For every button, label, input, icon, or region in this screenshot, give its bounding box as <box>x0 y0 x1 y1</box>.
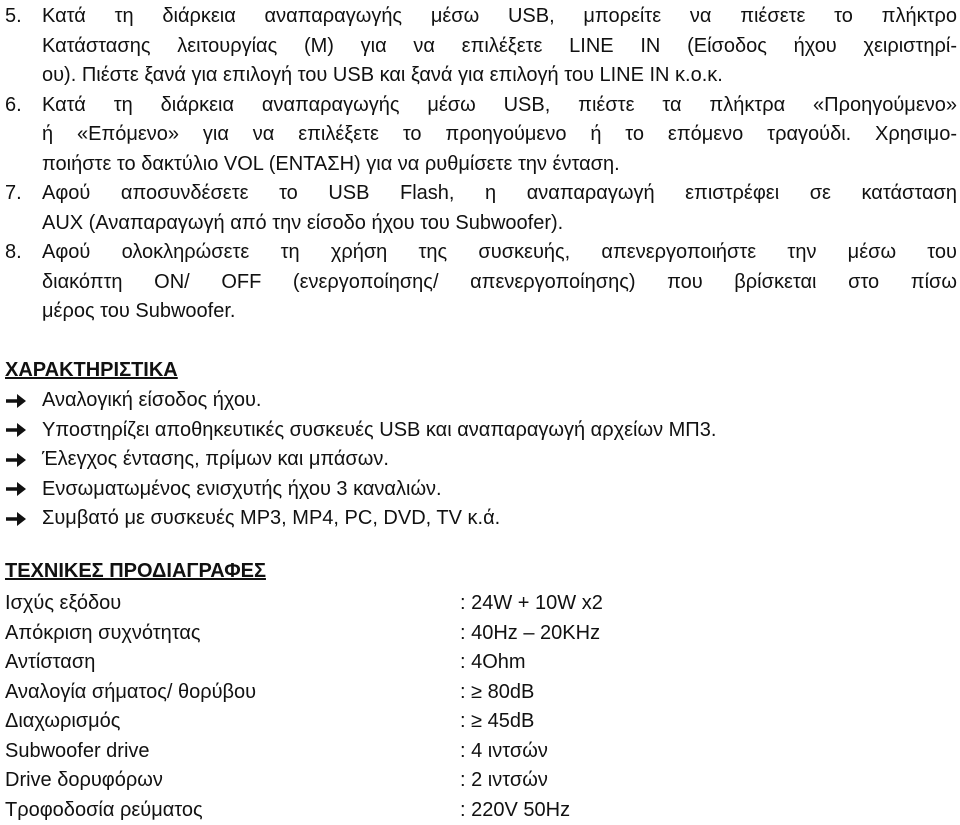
list-item <box>5 386 716 416</box>
spec-value: : 24W + 10W x2 <box>460 589 603 619</box>
spec-value: : 220V 50Hz <box>460 796 570 825</box>
features-heading: ΧΑΡΑΚΤΗΡΙΣΤΙΚΑ <box>5 356 178 384</box>
spec-label: Αναλογία σήματος/ θορύβου <box>5 678 460 708</box>
feature-text: Συμβατό με συσκευές MP3, MP4, PC, DVD, TV κ.ά. <box>42 504 500 534</box>
step-number: 5. <box>5 2 42 91</box>
table-row <box>5 589 603 619</box>
right-arrow-icon <box>5 393 42 409</box>
list-item <box>5 475 716 505</box>
step-text <box>42 238 957 327</box>
step-8 <box>5 238 957 327</box>
feature-text: Υποστηρίζει αποθηκευτικές συσκευές USB και αναπαραγωγή αρχείων ΜΠ3. <box>42 416 716 446</box>
spec-value: : 4 ιντσών <box>460 737 548 767</box>
step-line: ου). Πιέστε ξανά για επιλογή του USB και ξανά για επιλογή του LINE IN κ.ο.κ. <box>42 61 957 91</box>
step-5 <box>5 2 957 91</box>
feature-text: Έλεγχος έντασης, πρίμων και μπάσων. <box>42 445 389 475</box>
list-item <box>5 445 716 475</box>
right-arrow-icon <box>5 422 42 438</box>
step-line: Αφού αποσυνδέσετε το USB Flash, η αναπαραγωγή επιστρέφει σε κατάσταση <box>42 179 957 209</box>
instruction-steps <box>5 2 957 327</box>
list-item <box>5 416 716 446</box>
step-line: ποιήστε το δακτύλιο VOL (ΕΝΤΑΣΗ) για να ρυθμίσετε την ένταση. <box>42 150 957 180</box>
step-line: AUX (Αναπαραγωγή από την είσοδο ήχου του Subwoofer). <box>42 209 957 239</box>
step-number: 7. <box>5 179 42 238</box>
step-number: 6. <box>5 91 42 180</box>
features-list <box>5 386 716 534</box>
step-7 <box>5 179 957 238</box>
spec-value: : 2 ιντσών <box>460 766 548 796</box>
feature-text: Αναλογική είσοδος ήχου. <box>42 386 261 416</box>
step-line: Κατάστασης λειτουργίας (M) για να επιλέξετε LINE IN (Είσοδος ήχου χειριστηρί- <box>42 32 957 62</box>
spec-label: Ισχύς εξόδου <box>5 589 460 619</box>
spec-label: Subwoofer drive <box>5 737 460 767</box>
spec-value: : 4Ohm <box>460 648 526 678</box>
table-row <box>5 737 603 767</box>
spec-value: : ≥ 45dB <box>460 707 534 737</box>
right-arrow-icon <box>5 452 42 468</box>
right-arrow-icon <box>5 481 42 497</box>
step-number: 8. <box>5 238 42 327</box>
spec-label: Απόκριση συχνότητας <box>5 619 460 649</box>
table-row <box>5 796 603 825</box>
list-item <box>5 504 716 534</box>
step-line: ή «Επόμενο» για να επιλέξετε το προηγούμενο ή το επόμενο τραγούδι. Χρησιμο- <box>42 120 957 150</box>
spec-label: Τροφοδοσία ρεύματος <box>5 796 460 825</box>
specifications-table <box>5 589 603 825</box>
spec-label: Αντίσταση <box>5 648 460 678</box>
table-row <box>5 648 603 678</box>
spec-label: Drive δορυφόρων <box>5 766 460 796</box>
step-text <box>42 2 957 91</box>
spec-value: : ≥ 80dB <box>460 678 534 708</box>
step-line: διακόπτη ON/ OFF (ενεργοποίησης/ απενεργοποίησης) που βρίσκεται στο πίσω <box>42 268 957 298</box>
spec-value: : 40Hz – 20KHz <box>460 619 600 649</box>
table-row <box>5 766 603 796</box>
right-arrow-icon <box>5 511 42 527</box>
step-text <box>42 91 957 180</box>
table-row <box>5 619 603 649</box>
feature-text: Ενσωματωμένος ενισχυτής ήχου 3 καναλιών. <box>42 475 442 505</box>
table-row <box>5 678 603 708</box>
step-line: Κατά τη διάρκεια αναπαραγωγής μέσω USB, μπορείτε να πιέσετε το πλήκτρο <box>42 2 957 32</box>
step-line: Κατά τη διάρκεια αναπαραγωγής μέσω USB, πιέστε τα πλήκτρα «Προηγούμενο» <box>42 91 957 121</box>
step-line: Αφού ολοκληρώσετε τη χρήση της συσκευής, απενεργοποιήστε την μέσω του <box>42 238 957 268</box>
step-line: μέρος του Subwoofer. <box>42 297 957 327</box>
specifications-heading: ΤΕΧΝΙΚΕΣ ΠΡΟΔΙΑΓΡΑΦΕΣ <box>5 557 266 585</box>
table-row <box>5 707 603 737</box>
step-text <box>42 179 957 238</box>
spec-label: Διαχωρισμός <box>5 707 460 737</box>
step-6 <box>5 91 957 180</box>
